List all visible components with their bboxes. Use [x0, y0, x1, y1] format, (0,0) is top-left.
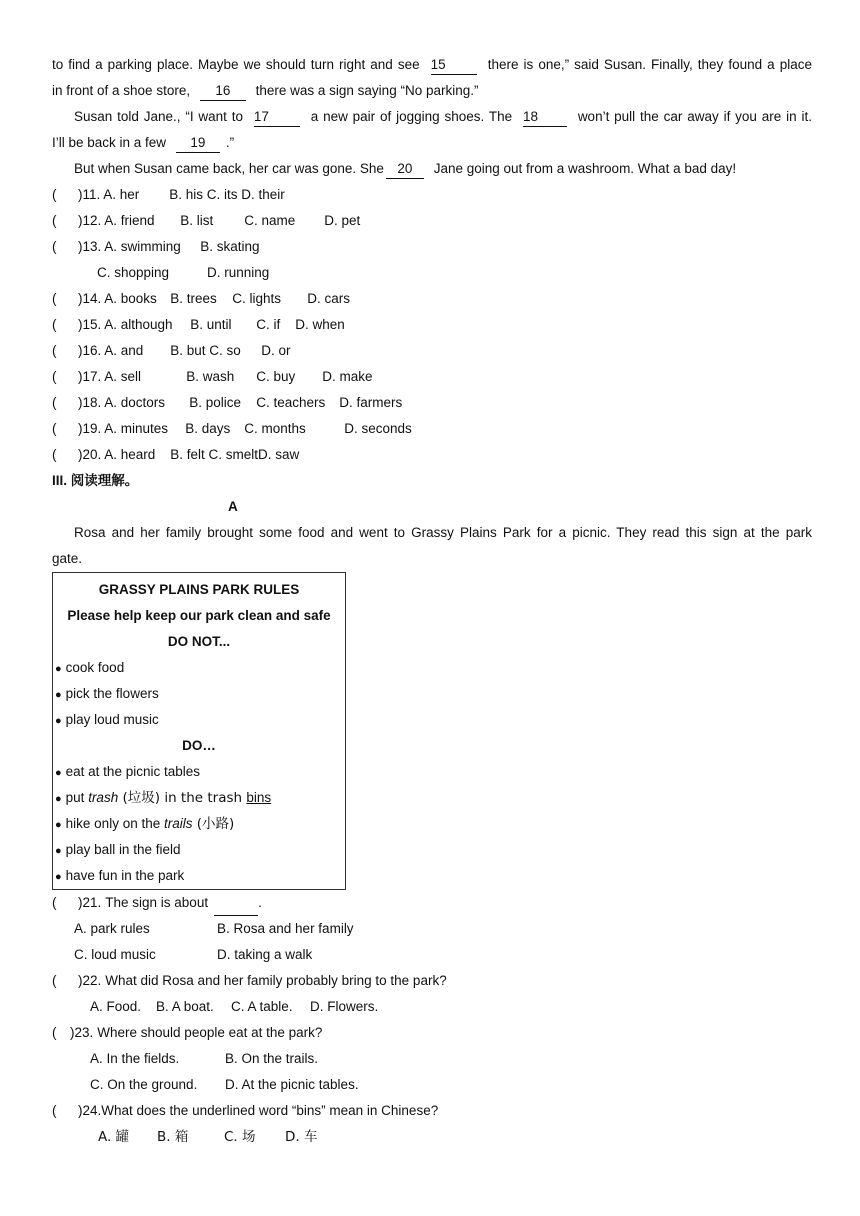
rule-text: have fun in the park — [65, 868, 185, 883]
option[interactable]: A. swimming — [104, 239, 181, 254]
option-d[interactable]: D. 车 — [285, 1129, 318, 1145]
answer-paren[interactable]: ( — [52, 291, 57, 306]
option[interactable]: B. trees — [170, 291, 217, 306]
bullet-icon: ● — [55, 819, 62, 831]
option[interactable]: B. list — [180, 213, 214, 228]
passage-text: Susan told Jane., “I want to — [74, 109, 244, 124]
option[interactable]: A. her — [103, 187, 140, 202]
answer-paren[interactable]: ( — [52, 973, 57, 988]
answer-paren[interactable]: ( — [52, 187, 57, 202]
options-row — [52, 942, 812, 968]
option-d[interactable]: D. taking a walk — [217, 947, 313, 962]
rule-keyword: trash — [88, 790, 119, 805]
option[interactable]: C. lights — [232, 291, 282, 306]
passage-text: there is one,” said Susan. Finally, they found a place — [487, 57, 812, 72]
bullet-icon: ● — [55, 767, 62, 779]
answer-paren[interactable]: ( — [52, 447, 57, 462]
answer-paren[interactable]: ( — [52, 317, 57, 332]
option-d[interactable]: D. Flowers. — [310, 999, 379, 1014]
answer-paren[interactable]: ( — [52, 895, 57, 910]
rule-text: (小路) — [192, 816, 235, 832]
rule-keyword: trails — [163, 816, 193, 831]
option[interactable]: B. until — [190, 317, 232, 332]
question-21 — [52, 890, 812, 916]
sign-title: GRASSY PLAINS PARK RULES — [98, 582, 300, 597]
option-c[interactable]: C. On the ground. — [90, 1077, 198, 1092]
rule-text: eat at the picnic tables — [65, 764, 200, 779]
answer-paren[interactable]: ( — [52, 421, 57, 436]
question-stem: Where should people eat at the park? — [97, 1025, 323, 1040]
cloze-question-11 — [52, 182, 812, 208]
cloze-question-list — [52, 182, 812, 468]
cloze-question-13 — [52, 234, 812, 260]
question-number: )13. — [78, 239, 102, 254]
option[interactable]: A. books — [104, 291, 157, 306]
answer-paren[interactable]: ( — [52, 239, 57, 254]
question-22 — [52, 968, 812, 994]
section-heading: III. 阅读理解。 — [52, 473, 139, 488]
passage-text: in front of a shoe store, — [52, 83, 191, 98]
options-row — [52, 1046, 812, 1072]
question-number: )12. — [78, 213, 102, 228]
park-rules-sign — [52, 572, 346, 890]
option[interactable]: C. buy — [256, 369, 296, 384]
option[interactable]: A. doctors — [104, 395, 166, 410]
question-number: )17. — [78, 369, 102, 384]
option[interactable]: D. saw — [258, 447, 300, 462]
option[interactable]: A. heard — [104, 447, 156, 462]
passage-text: Jane going out from a washroom. What a bad day! — [433, 161, 737, 176]
option[interactable]: C. teachers — [256, 395, 326, 410]
option[interactable]: B. his C. its D. their — [169, 187, 285, 202]
rule-text: pick the flowers — [65, 686, 159, 701]
option[interactable]: D. running — [207, 265, 270, 280]
question-number: )23. — [70, 1025, 94, 1040]
bullet-icon: ● — [55, 871, 62, 883]
option[interactable]: A. minutes — [104, 421, 169, 436]
worksheet-page — [52, 52, 812, 1150]
passage-line-4 — [52, 130, 812, 156]
cloze-question-12 — [52, 208, 812, 234]
bullet-icon: ● — [55, 845, 62, 857]
bullet-icon: ● — [55, 793, 62, 805]
rule-item — [53, 681, 345, 707]
question-number: )22. — [78, 973, 102, 988]
passage-text: .” — [225, 135, 235, 150]
rule-text: put — [65, 790, 89, 805]
option-c[interactable]: C. loud music — [74, 947, 156, 962]
rule-item — [53, 837, 345, 863]
rule-text: play ball in the field — [65, 842, 181, 857]
option-c[interactable]: C. A table. — [231, 999, 293, 1014]
sign-donot-heading: DO NOT... — [167, 634, 231, 649]
question-number: )15. — [78, 317, 102, 332]
option[interactable]: D. farmers — [339, 395, 403, 410]
answer-paren[interactable]: ( — [52, 1025, 57, 1040]
passage-text: there was a sign saying “No parking.” — [255, 83, 479, 98]
bullet-icon: ● — [55, 715, 62, 727]
bullet-icon: ● — [55, 689, 62, 701]
blank-16: 16 — [200, 82, 246, 101]
rule-text: play loud music — [65, 712, 159, 727]
rule-item — [53, 707, 345, 733]
passage-line-3 — [52, 104, 812, 130]
option[interactable]: D. seconds — [344, 421, 412, 436]
passage-text: won’t pull the car away if you are in it. — [577, 109, 812, 124]
option[interactable]: C. shopping — [97, 265, 170, 280]
rule-item — [53, 655, 345, 681]
blank-18: 18 — [523, 108, 567, 127]
option[interactable]: C. name — [244, 213, 296, 228]
option-c[interactable]: C. 场 — [224, 1129, 256, 1145]
cloze-question-20 — [52, 442, 812, 468]
reading-intro: Rosa and her family brought some food and went to Grassy Plains Park for a picnic. They read this sign at the park — [74, 525, 812, 540]
option[interactable]: D. or — [261, 343, 291, 358]
option-a[interactable]: A. 罐 — [98, 1129, 130, 1145]
option[interactable]: D. when — [295, 317, 345, 332]
option[interactable]: A. sell — [104, 369, 142, 384]
underlined-word-bins: bins — [246, 790, 272, 805]
option-a[interactable]: A. Food. — [90, 999, 142, 1014]
question-number: )21. — [78, 895, 102, 910]
option[interactable]: D. cars — [307, 291, 351, 306]
blank-20: 20 — [386, 160, 424, 179]
option-b[interactable]: B. Rosa and her family — [217, 921, 354, 936]
sign-do-heading: DO… — [182, 738, 216, 753]
options-row — [52, 994, 812, 1020]
passage-label: A — [228, 499, 238, 514]
passage-text: to find a parking place. Maybe we should turn right and see — [52, 57, 420, 72]
option[interactable]: D. make — [322, 369, 373, 384]
cloze-question-16 — [52, 338, 812, 364]
option[interactable]: B. wash — [186, 369, 235, 384]
option[interactable]: A. friend — [104, 213, 155, 228]
rule-text: (垃圾) in the trash — [118, 790, 247, 806]
passage-line-1 — [52, 52, 812, 78]
answer-paren[interactable]: ( — [52, 213, 57, 228]
bullet-icon: ● — [55, 663, 62, 675]
passage-line-2 — [52, 78, 812, 104]
passage-text: But when Susan came back, her car was gone. She — [74, 161, 384, 176]
answer-paren[interactable]: ( — [52, 1103, 57, 1118]
question-24 — [52, 1098, 812, 1124]
passage-text: a new pair of jogging shoes. The — [310, 109, 513, 124]
question-number: )20. — [78, 447, 102, 462]
question-number: )11. — [78, 187, 101, 202]
answer-paren[interactable]: ( — [52, 395, 57, 410]
rule-item — [53, 759, 345, 785]
question-number: )14. — [78, 291, 102, 306]
option[interactable]: A. although — [104, 317, 173, 332]
option[interactable]: C. months — [244, 421, 306, 436]
option[interactable]: A. and — [104, 343, 144, 358]
options-row — [52, 916, 812, 942]
question-number: )19. — [78, 421, 102, 436]
blank-19: 19 — [176, 134, 220, 153]
option[interactable]: C. if — [256, 317, 281, 332]
blank-15: 15 — [431, 56, 477, 75]
rule-item — [53, 785, 345, 811]
question-stem: What does the underlined word “bins” mean in Chinese? — [101, 1103, 439, 1118]
cloze-question-17 — [52, 364, 812, 390]
question-number: )18. — [78, 395, 102, 410]
question-stem: What did Rosa and her family probably bring to the park? — [105, 973, 447, 988]
option-a[interactable]: A. In the fields. — [90, 1051, 180, 1066]
reading-intro-cont: gate. — [52, 551, 83, 566]
blank-17: 17 — [254, 108, 300, 127]
rule-text: hike only on the — [65, 816, 164, 831]
passage-text: I’ll be back in a few — [52, 135, 167, 150]
question-23 — [52, 1020, 812, 1046]
option[interactable]: B. but C. so — [170, 343, 241, 358]
rule-item — [53, 811, 345, 837]
option[interactable]: B. days — [185, 421, 231, 436]
option-d[interactable]: D. At the picnic tables. — [225, 1077, 359, 1092]
option-a[interactable]: A. park rules — [74, 921, 150, 936]
option-b[interactable]: B. A boat. — [156, 999, 214, 1014]
option[interactable]: B. felt C. smelt — [170, 447, 259, 462]
passage-line-5 — [52, 156, 812, 182]
option-b[interactable]: B. 箱 — [157, 1129, 189, 1145]
question-number: )24. — [78, 1103, 102, 1118]
answer-paren[interactable]: ( — [52, 369, 57, 384]
sign-subtitle: Please help keep our park clean and safe — [67, 608, 331, 623]
answer-paren[interactable]: ( — [52, 343, 57, 358]
options-row — [52, 1072, 812, 1098]
options-row — [52, 260, 812, 286]
option-b[interactable]: B. On the trails. — [225, 1051, 319, 1066]
cloze-question-15 — [52, 312, 812, 338]
option[interactable]: B. police — [189, 395, 242, 410]
rule-text: cook food — [65, 660, 125, 675]
option[interactable]: B. skating — [200, 239, 260, 254]
option[interactable]: D. pet — [324, 213, 361, 228]
question-stem: . — [258, 895, 262, 910]
cloze-question-18 — [52, 390, 812, 416]
question-number: )16. — [78, 343, 102, 358]
cloze-question-14 — [52, 286, 812, 312]
rule-item — [53, 863, 345, 889]
question-stem: The sign is about — [105, 895, 209, 910]
cloze-question-19 — [52, 416, 812, 442]
options-row — [52, 1124, 812, 1150]
answer-blank — [214, 890, 258, 916]
